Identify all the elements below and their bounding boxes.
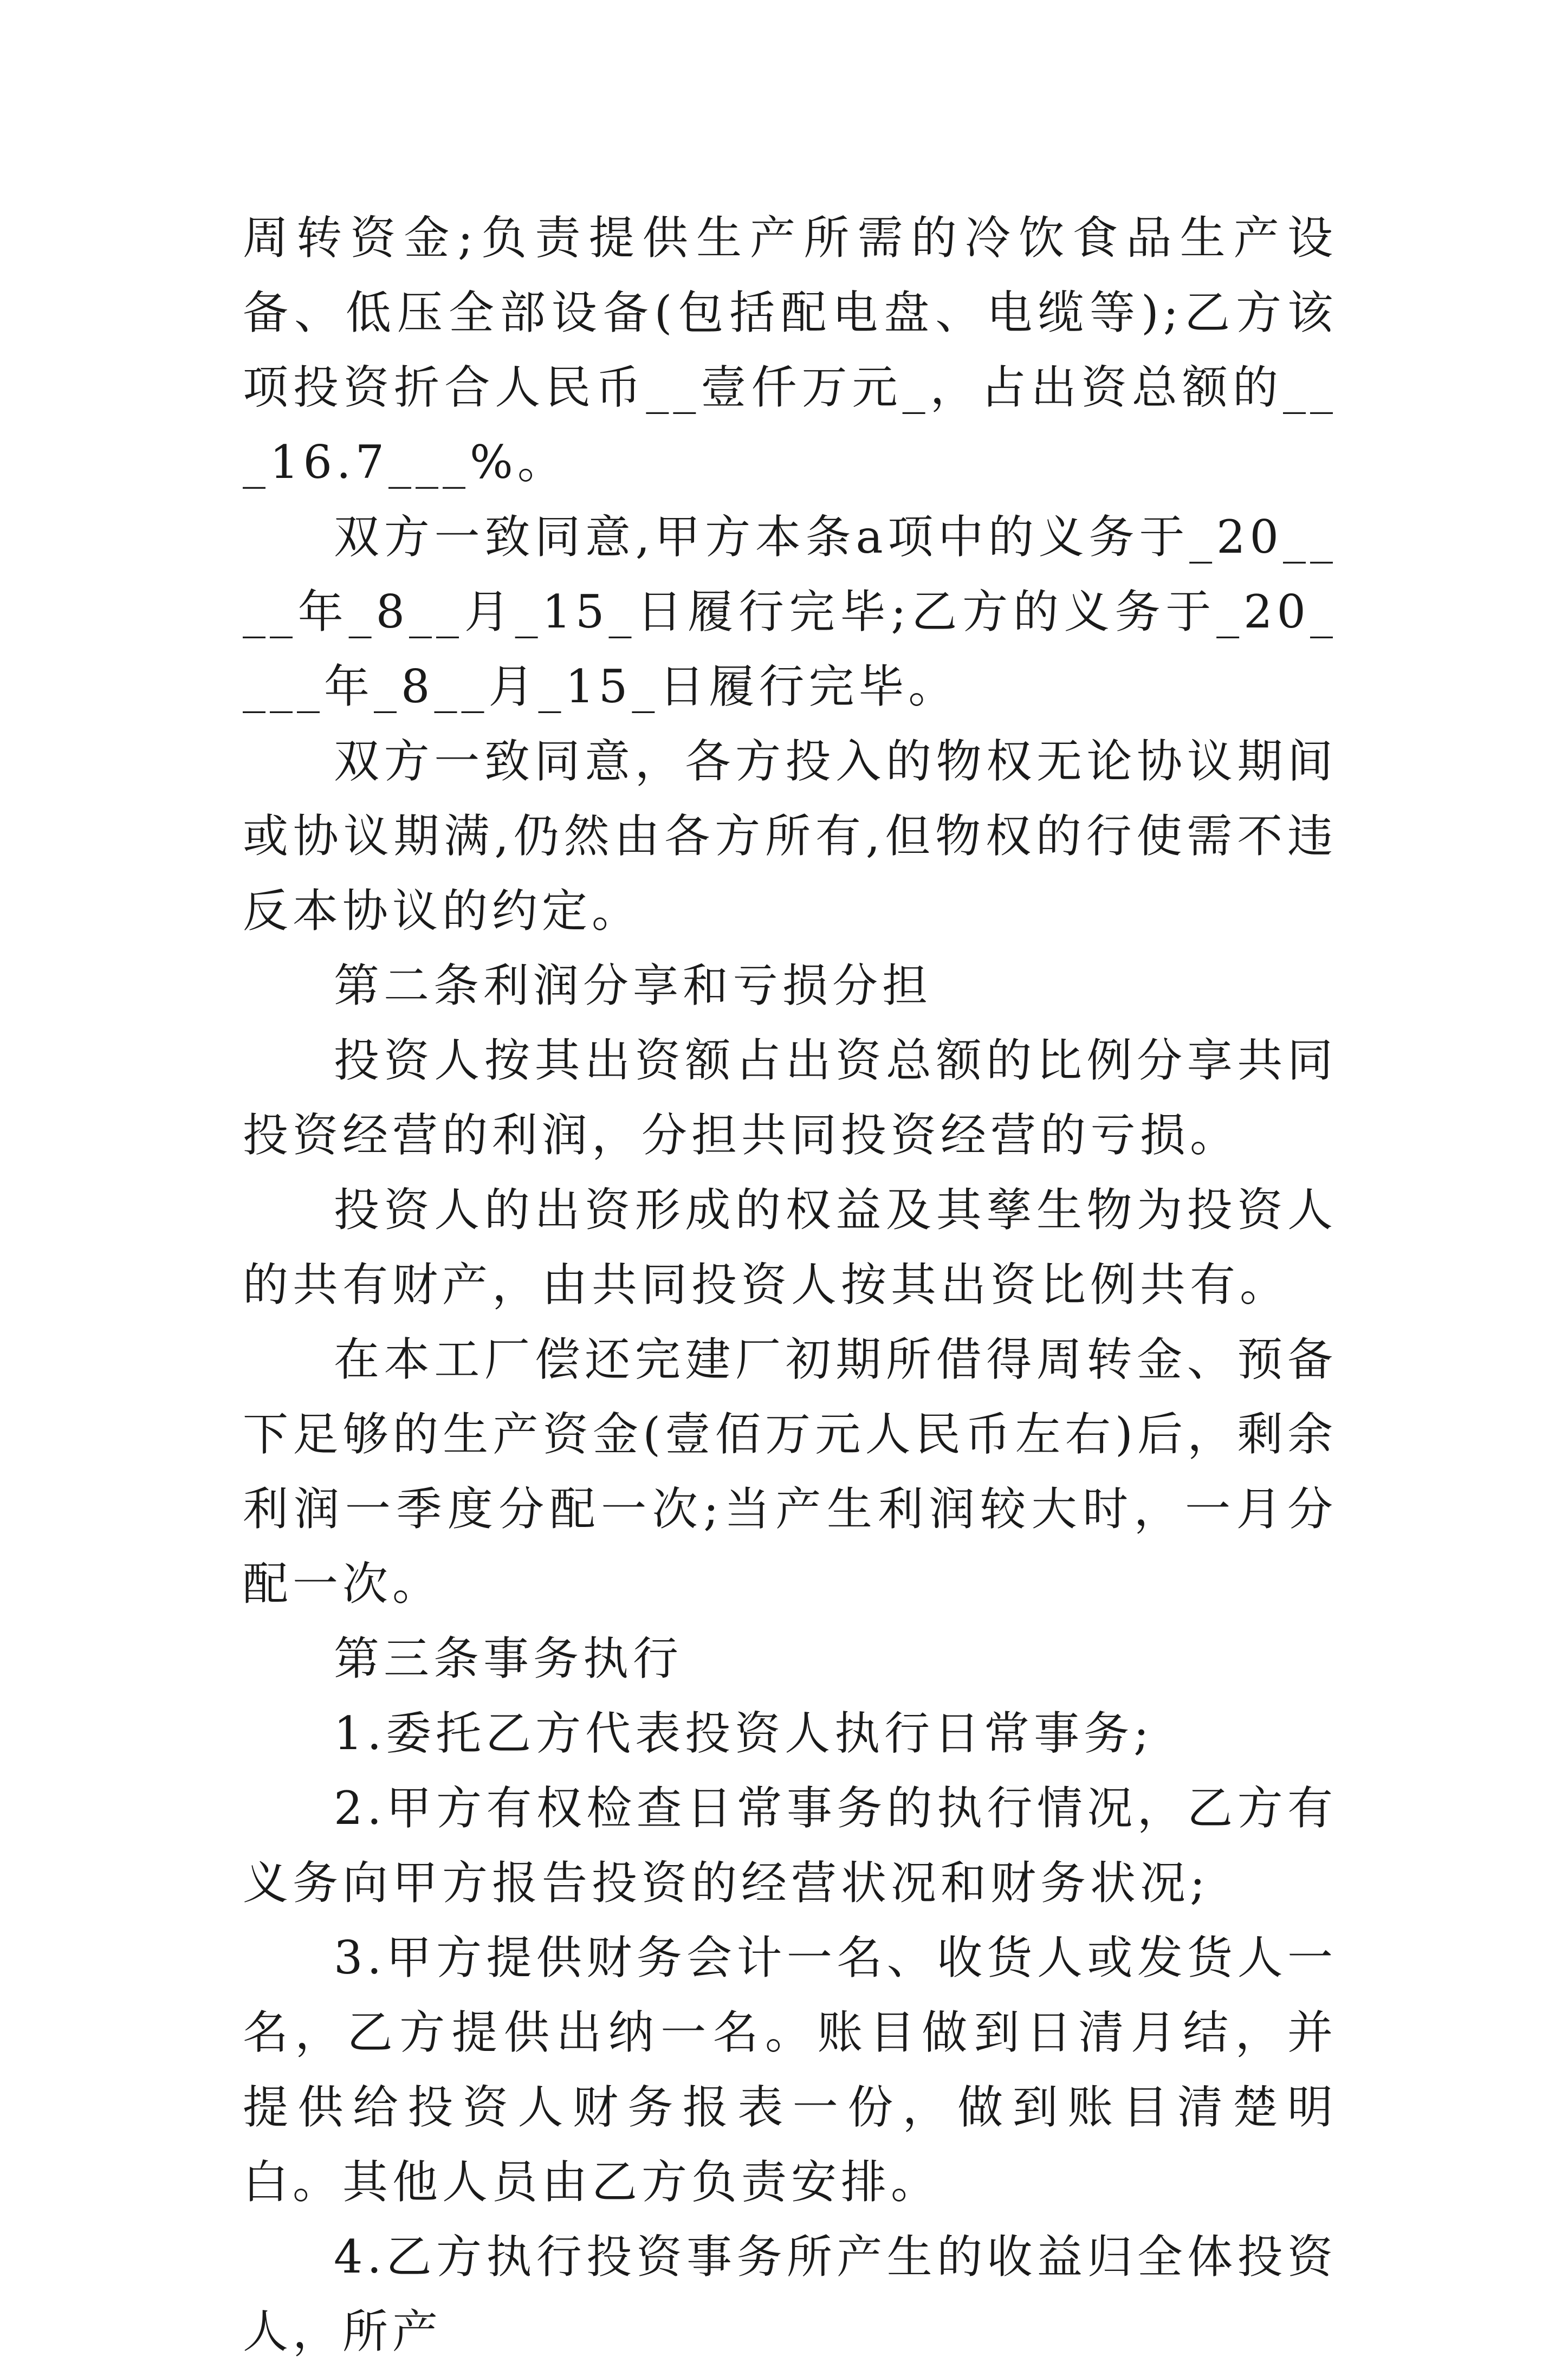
document-body: [243, 200, 1337, 2369]
paragraph-obligation-dates: 双方一致同意,甲方本条a项中的义务于_20____年_8__月_15_日履行完毕;乙方的义务于_20____年_8__月_15_日履行完毕。: [243, 510, 1337, 713]
list-item-4: 4.乙方执行投资事务所产生的收益归全体投资人，所产: [243, 2230, 1337, 2358]
list-item-3: 3.甲方提供财务会计一名、收货人或发货人一名，乙方提供出纳一名。账目做到日清月结，并提供给投资人财务报表一份，做到账目清楚明白。其他人员由乙方负责安排。: [243, 1931, 1337, 2209]
paragraph-shared-property: 投资人的出资形成的权益及其孳生物为投资人的共有财产，由共同投资人按其出资比例共有。: [243, 1183, 1337, 1311]
article-2-heading: 第二条利润分享和亏损分担: [334, 959, 932, 1012]
article-3-heading: 第三条事务执行: [334, 1632, 683, 1685]
paragraph-capital-contribution: 周转资金;负责提供生产所需的冷饮食品生产设备、低压全部设备(包括配电盘、电缆等);乙方该项投资折合人民币__壹仟万元_，占出资总额的___16.7___%。: [243, 211, 1337, 489]
paragraph-profit-distribution: 在本工厂偿还完建厂初期所借得周转金、预备下足够的生产资金(壹佰万元人民币左右)后，剩余利润一季度分配一次;当产生利润较大时，一月分配一次。: [243, 1333, 1337, 1610]
paragraph-profit-sharing: 投资人按其出资额占出资总额的比例分享共同投资经营的利润，分担共同投资经营的亏损。: [243, 1034, 1337, 1162]
paragraph-property-rights: 双方一致同意，各方投入的物权无论协议期间或协议期满,仍然由各方所有,但物权的行使需不违反本协议的约定。: [243, 735, 1337, 937]
list-item-2: 2.甲方有权检查日常事务的执行情况，乙方有义务向甲方报告投资的经营状况和财务状况;: [243, 1782, 1337, 1910]
list-item-1: 1.委托乙方代表投资人执行日常事务;: [334, 1707, 1154, 1760]
